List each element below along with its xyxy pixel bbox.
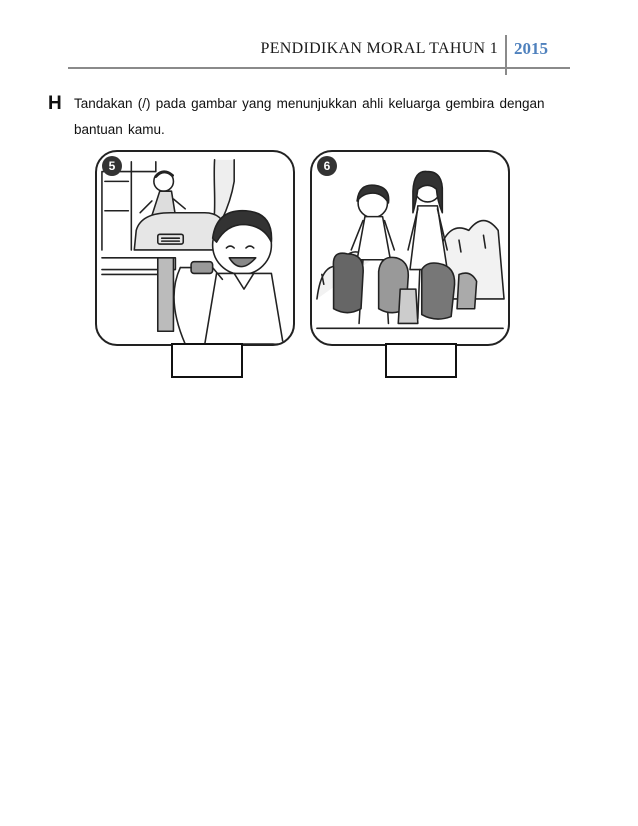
picture-card-6 — [310, 150, 510, 346]
instruction-text: Tandakan (/) pada gambar yang menunjukkan ahli keluarga gembira dengan bantuan kamu. — [74, 96, 545, 137]
children-carrying-bags-picture — [312, 152, 508, 344]
answer-box-5[interactable] — [171, 343, 243, 378]
picture-number-6: 6 — [317, 156, 337, 176]
header-year: 2015 — [514, 39, 548, 58]
picture-number-5: 5 — [102, 156, 122, 176]
section-letter: H — [48, 93, 62, 114]
answer-box-6[interactable] — [385, 343, 457, 378]
boy-washing-car-picture — [97, 152, 293, 344]
header-rule — [68, 67, 570, 69]
header-separator — [505, 35, 507, 75]
header-title: PENDIDIKAN MORAL TAHUN 1 — [260, 40, 498, 57]
picture-card-5 — [95, 150, 295, 346]
